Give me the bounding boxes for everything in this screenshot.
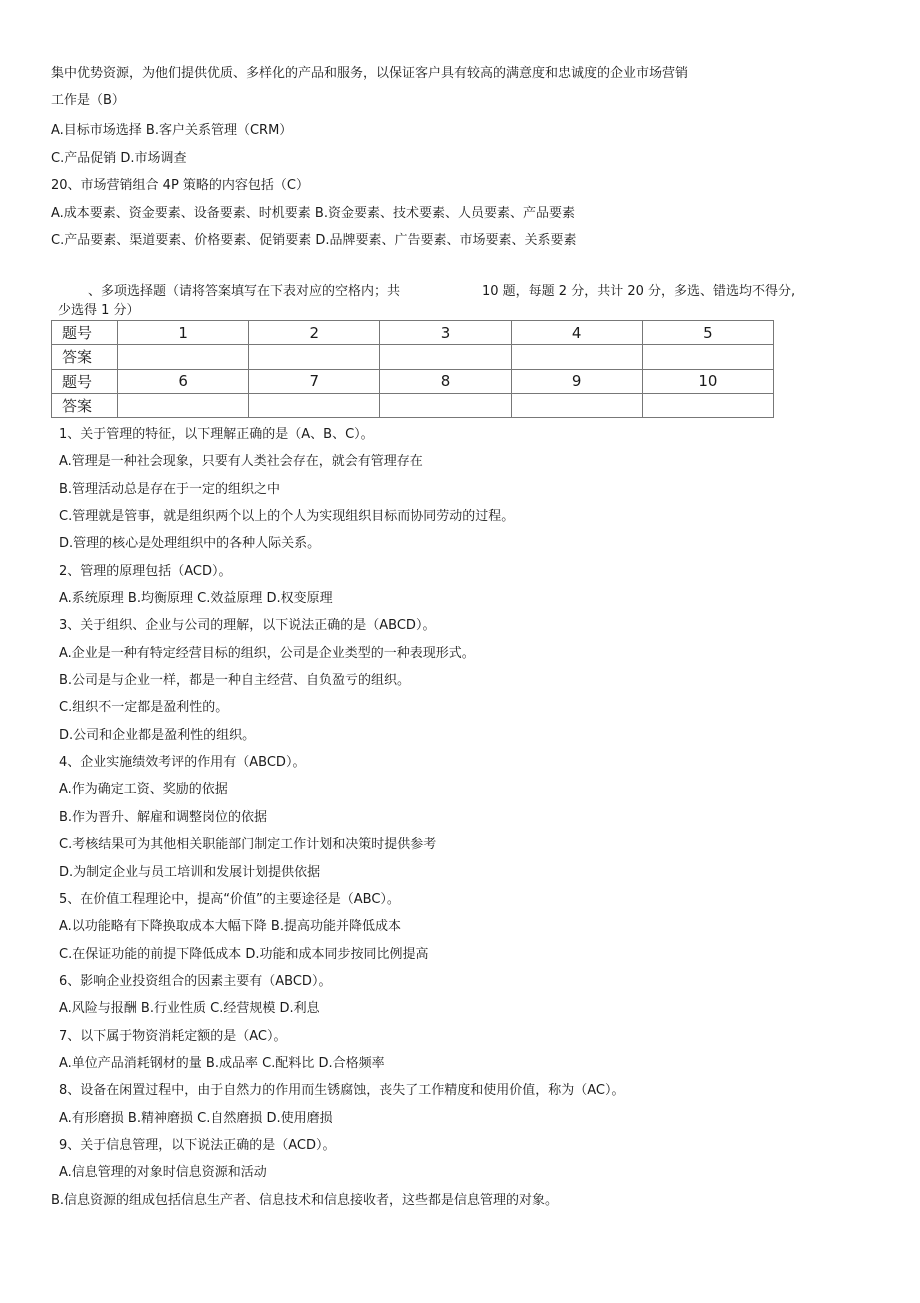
answer-cell[interactable] — [118, 393, 249, 417]
option-line: A.单位产品消耗钢材的量 B.成品率 C.配料比 D.合格频率 — [59, 1056, 385, 1071]
option-line: D.为制定企业与员工培训和发展计划提供依据 — [59, 865, 321, 880]
answer-cell[interactable] — [118, 345, 249, 369]
option-line: B.作为晋升、解雇和调整岗位的依据 — [59, 810, 268, 825]
question-line: 4、企业实施绩效考评的作用有（ABCD）。 — [59, 755, 306, 770]
question-number-cell: 9 — [511, 369, 642, 393]
question-line: 2、管理的原理包括（ACD）。 — [59, 564, 232, 579]
option-line: C.考核结果可为其他相关职能部门制定工作计划和决策时提供参考 — [59, 837, 437, 852]
table-row — [52, 345, 774, 369]
option-line: A.信息管理的对象时信息资源和活动 — [59, 1165, 267, 1180]
question-line: 3、关于组织、企业与公司的理解，以下说法正确的是（ABCD）。 — [59, 618, 436, 633]
question-number-cell: 8 — [380, 369, 511, 393]
answer-table — [51, 320, 774, 418]
question-text-line: 工作是（B） — [51, 93, 125, 108]
table-row — [52, 369, 774, 393]
option-line: B.信息资源的组成包括信息生产者、信息技术和信息接收者，这些都是信息管理的对象。 — [51, 1193, 559, 1208]
question-line: 7、以下属于物资消耗定额的是（AC）。 — [59, 1029, 287, 1044]
row-label: 题号 — [52, 369, 118, 393]
option-line: A.企业是一种有特定经营目标的组织，公司是企业类型的一种表现形式。 — [59, 646, 475, 661]
option-line: C.产品促销 D.市场调查 — [51, 151, 187, 166]
question-line: 1、关于管理的特征，以下理解正确的是（A、B、C）。 — [59, 427, 374, 442]
row-label: 答案 — [52, 345, 118, 369]
question-number-cell: 3 — [380, 321, 511, 345]
option-line: A.作为确定工资、奖励的依据 — [59, 782, 228, 797]
row-label: 答案 — [52, 393, 118, 417]
table-row — [52, 321, 774, 345]
option-line: C.组织不一定都是盈利性的。 — [59, 700, 229, 715]
option-line: A.目标市场选择 B.客户关系管理（CRM） — [51, 123, 293, 138]
option-line: A.系统原理 B.均衡原理 C.效益原理 D.权变原理 — [59, 591, 333, 606]
question-line: 5、在价值工程理论中，提高“价值”的主要途径是（ABC）。 — [59, 892, 400, 907]
section-heading: 、多项选择题（请将答案填写在下表对应的空格内；共 — [88, 284, 401, 299]
option-line: D.管理的核心是处理组织中的各种人际关系。 — [59, 536, 321, 551]
option-line: A.以功能略有下降换取成本大幅下降 B.提高功能并降低成本 — [59, 919, 401, 934]
answer-cell[interactable] — [380, 345, 511, 369]
answer-cell[interactable] — [249, 345, 380, 369]
option-line: C.在保证功能的前提下降低成本 D.功能和成本同步按同比例提高 — [59, 947, 429, 962]
option-line: A.管理是一种社会现象，只要有人类社会存在，就会有管理存在 — [59, 454, 423, 469]
row-label: 题号 — [52, 321, 118, 345]
question-number-cell: 2 — [249, 321, 380, 345]
answer-cell[interactable] — [642, 393, 773, 417]
question-number-cell: 5 — [642, 321, 773, 345]
question-line: 9、关于信息管理，以下说法正确的是（ACD）。 — [59, 1138, 336, 1153]
question-number-cell: 7 — [249, 369, 380, 393]
option-line: C.管理就是管事，就是组织两个以上的个人为实现组织目标而协同劳动的过程。 — [59, 509, 515, 524]
answer-cell[interactable] — [511, 393, 642, 417]
option-line: D.公司和企业都是盈利性的组织。 — [59, 728, 256, 743]
option-line: A.有形磨损 B.精神磨损 C.自然磨损 D.使用磨损 — [59, 1111, 333, 1126]
question-number-cell: 4 — [511, 321, 642, 345]
table-row — [52, 393, 774, 417]
option-line: B.公司是与企业一样，都是一种自主经营、自负盈亏的组织。 — [59, 673, 411, 688]
answer-cell[interactable] — [249, 393, 380, 417]
option-line: A.成本要素、资金要素、设备要素、时机要素 B.资金要素、技术要素、人员要素、产品要素 — [51, 206, 575, 221]
option-line: C.产品要素、渠道要素、价格要素、促销要素 D.品牌要素、广告要素、市场要素、关系要素 — [51, 233, 577, 248]
section-heading-cont: 10 题，每题 2 分，共计 20 分，多选、错选均不得分, — [482, 284, 796, 299]
question-line: 8、设备在闲置过程中，由于自然力的作用而生锈腐蚀，丧失了工作精度和使用价值，称为（AC）。 — [59, 1083, 625, 1098]
question-line: 20、市场营销组合 4P 策略的内容包括（C） — [51, 178, 309, 193]
question-number-cell: 1 — [118, 321, 249, 345]
question-text-line: 集中优势资源，为他们提供优质、多样化的产品和服务，以保证客户具有较高的满意度和忠诚度的企业市场营销 — [51, 66, 689, 81]
question-number-cell: 6 — [118, 369, 249, 393]
answer-cell[interactable] — [380, 393, 511, 417]
section-heading-cont: 少选得 1 分） — [58, 303, 140, 318]
answer-cell[interactable] — [511, 345, 642, 369]
option-line: B.管理活动总是存在于一定的组织之中 — [59, 482, 281, 497]
question-number-cell: 10 — [642, 369, 773, 393]
option-line: A.风险与报酬 B.行业性质 C.经营规模 D.利息 — [59, 1001, 320, 1016]
answer-cell[interactable] — [642, 345, 773, 369]
question-line: 6、影响企业投资组合的因素主要有（ABCD）。 — [59, 974, 332, 989]
